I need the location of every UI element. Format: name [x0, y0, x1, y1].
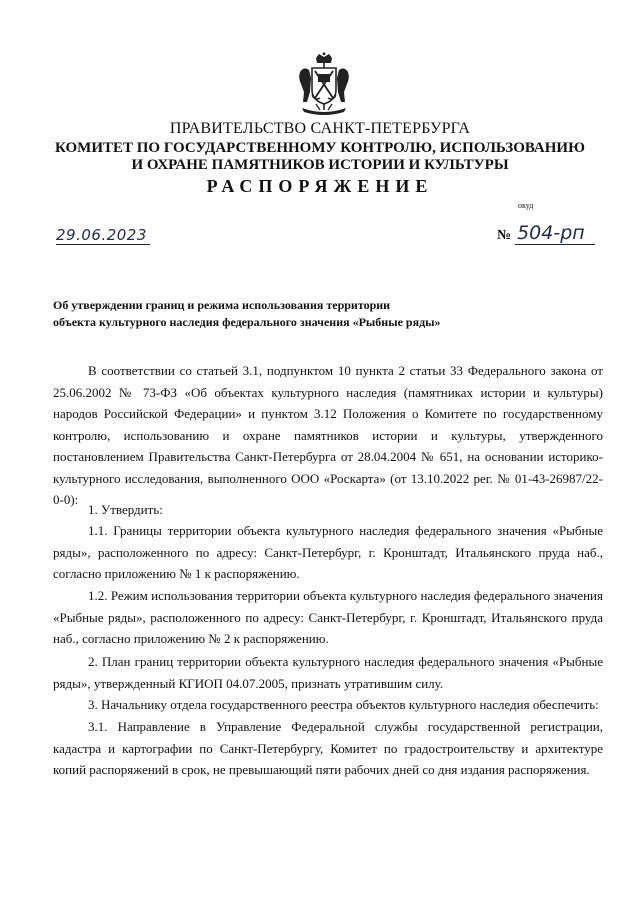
subject-line2: объекта культурного наследия федерального значения «Рыбные ряды» [53, 315, 441, 329]
committee-name-line1: КОМИТЕТ ПО ГОСУДАРСТВЕННОМУ КОНТРОЛЮ, ИСПОЛЬЗОВАНИЮ [55, 140, 585, 156]
clause-1: 1. Утвердить: [88, 502, 163, 517]
clause-1-1: 1.1. Границы территории объекта культурного наследия федерального значения «Рыбные ряды», расположенного по адресу: Санкт-Петербург, г. Кронштадт, Итальянского пруда наб., согласно приложению № 1 к распоряжению. [53, 523, 603, 581]
preamble-paragraph: В соответствии со статьей 3.1, подпунктом 10 пункта 2 статьи 33 Федерального закона от 25.06.2002 № 73-ФЗ «Об объектах культурного наследия (памятниках истории и культуры) народов Российской Федерации» и пунктом 3.12 Положения о Комитете по государственному контролю, использованию и охране памятников истории и культуры, утвержденного постановлением Правительства Санкт-Петербурга от 28.04.2004 № 651, на основании историко-культурного исследования, выполненного ООО «Роскарта» (от 13.10.2022 рег. № 01-43-26987/22-0-0): [53, 363, 603, 507]
clause-3: 3. Начальнику отдела государственного реестра объектов культурного наследия обеспечить: [88, 697, 599, 712]
document-number-field [497, 222, 595, 245]
clause-1-2: 1.2. Режим использования территории объекта культурного наследия федерального значения «Рыбные ряды», расположенного по адресу: Санкт-Петербург, г. Кронштадт, Итальянского пруда наб., согласно приложению № 2 к распоряжению. [53, 588, 603, 646]
document-subject [53, 297, 441, 331]
document-type-title: РАСПОРЯЖЕНИЕ [206, 176, 434, 196]
okud-label: окуд [518, 201, 534, 210]
committee-name-line2: И ОХРАНЕ ПАМЯТНИКОВ ИСТОРИИ И КУЛЬТУРЫ [131, 157, 509, 173]
clause-3-1: 3.1. Направление в Управление Федеральной службы государственной регистрации, кадастра и картографии по Санкт-Петербургу, Комитет по градостроительству и архитектуре копий распоряжений в срок, не превышающий пяти рабочих дней со дня издания распоряжения. [53, 719, 603, 777]
document-number: 504-рп [515, 222, 595, 245]
clause-2: 2. План границ территории объекта культурного наследия федерального значения «Рыбные ряды», утвержденный КГИОП 04.07.2005, признать утратившим силу. [53, 654, 603, 691]
number-sign: № [497, 228, 512, 243]
subject-line1: Об утверждении границ и режима использования территории [53, 298, 391, 312]
spb-coat-of-arms-icon [296, 52, 352, 118]
document-date: 29.06.2023 [56, 226, 150, 245]
government-title: ПРАВИТЕЛЬСТВО САНКТ-ПЕТЕРБУРГА [169, 120, 471, 137]
